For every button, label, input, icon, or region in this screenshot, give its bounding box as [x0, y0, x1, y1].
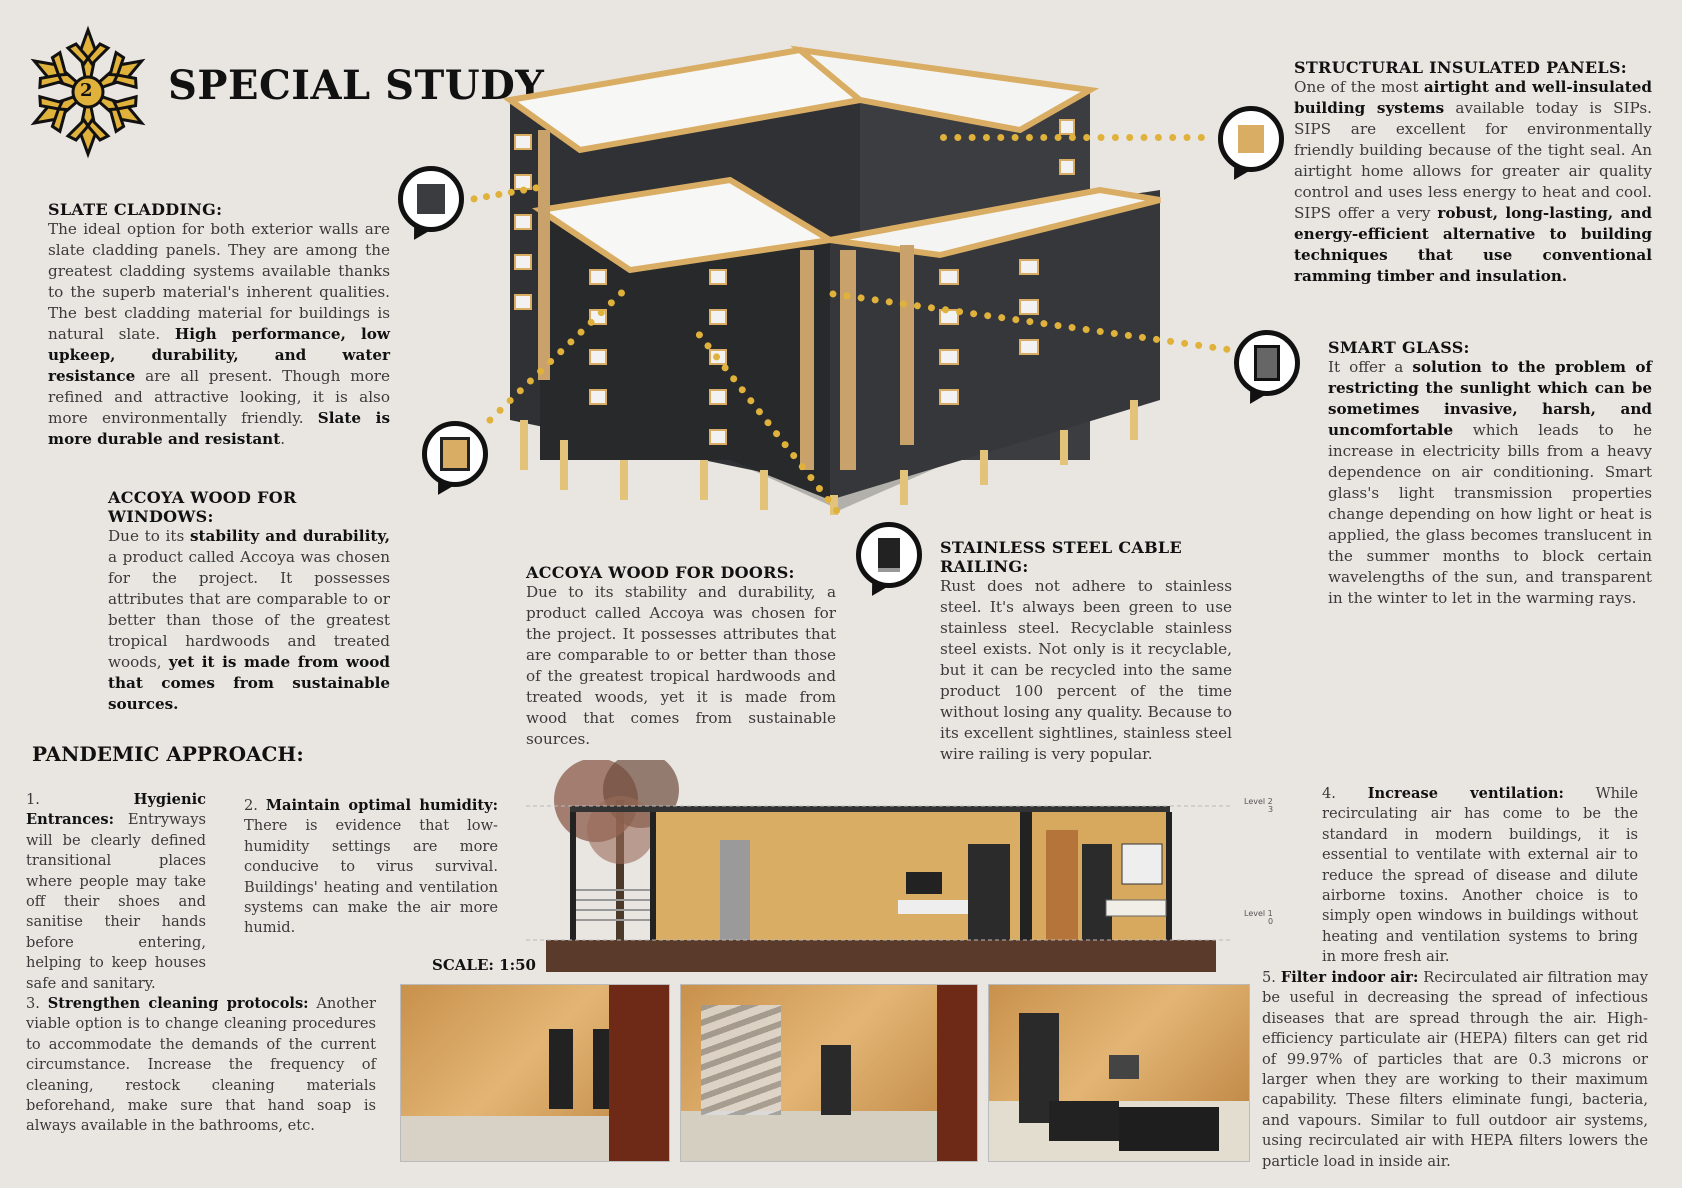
- slate-panel-icon: [398, 166, 464, 232]
- accoya-windows-section: [108, 488, 390, 715]
- glass-heading: SMART GLASS:: [1328, 338, 1470, 357]
- slate-bold-2: Slate is more durable and resistant: [48, 409, 390, 448]
- slate-text: [48, 219, 390, 450]
- accoya-windows-bold-1: stability and durability,: [189, 527, 391, 545]
- slate-bold-1: High performance, low upkeep, durability, and water resistance: [48, 325, 390, 385]
- pandemic-item-3-title: Strengthen cleaning protocols:: [47, 995, 309, 1012]
- section-drawing: [526, 760, 1236, 972]
- pandemic-item-3-number: 3.: [26, 995, 40, 1012]
- page-title: SPECIAL STUDY: [168, 62, 545, 109]
- accoya-window-icon: [422, 421, 488, 487]
- level-2-text: Level 2: [1244, 797, 1273, 806]
- glass-text-2: which leads to he increase in electricity bills from a heavy dependence on air conditioning. Smart glass's light transmission properties change depending on how light or heat is applied, the glass becomes translucent in the summer months to block certain wavelengths of the sun, and transparent in the winter to let in the warming rays.: [1328, 421, 1653, 607]
- accoya-windows-bold-2: yet it is made from wood that comes from sustainable sources.: [108, 653, 390, 713]
- sips-text-2: available today is SIPs. SIPS are excellent for environmentally friendly building because of the tight seal. An airtight home allows for greater air quality control and uses less energy to heat and cool. SIPS offer a very: [1294, 99, 1652, 222]
- accoya-windows-text-1: Due to its: [108, 527, 185, 545]
- pandemic-item-5-title: Filter indoor air:: [1280, 969, 1419, 986]
- slate-text-1: The ideal option for both exterior walls are slate cladding panels. They are among the greatest cladding systems available thanks to the superb material's inherent qualities. The best cladding material for buildings is natural slate.: [48, 220, 390, 343]
- scale-label: SCALE: 1:50: [432, 956, 536, 974]
- pandemic-item-5-text: Recirculated air filtration may be useful in decreasing the spread of infectious diseases that are spread through the air. High-efficiency particulate air (HEPA) filters can get rid of 99.97% of particles that are 0.3 microns or larger when they are working to their maximum capability. These filters eliminate fungi, bacteria, and vapours. Similar to full outdoor air systems, using recirculated air with HEPA filters lowers the particle load in inside air.: [1262, 969, 1649, 1170]
- pandemic-item-5-number: 5.: [1262, 969, 1276, 986]
- interior-render-living-room: [988, 984, 1250, 1162]
- sips-panel-icon: [1218, 106, 1284, 172]
- pandemic-item-1-number: 1.: [26, 791, 40, 808]
- sips-bold-2: robust, long-lasting, and energy-efficient alternative to building techniques that use conventional ramming timber and insulation.: [1294, 204, 1653, 285]
- accoya-doors-heading: ACCOYA WOOD FOR DOORS:: [526, 563, 795, 582]
- accoya-windows-text-2: a product called Accoya was chosen for the project. It possesses attributes that are comparable to or better than those of the greatest tropical hardwoods and treated woods,: [108, 548, 390, 671]
- sips-text: [1294, 77, 1652, 287]
- badge-number: 2: [80, 80, 93, 101]
- interior-render-lobby: [400, 984, 670, 1162]
- interior-render-stairs: [680, 984, 978, 1162]
- pandemic-item-5: [1262, 968, 1648, 1172]
- accoya-windows-text: [108, 526, 390, 715]
- pandemic-heading: PANDEMIC APPROACH:: [32, 742, 304, 766]
- pandemic-item-3: [26, 994, 376, 1137]
- pandemic-item-2: [244, 796, 498, 939]
- steel-railing-icon: [856, 522, 922, 588]
- level-2-label: [1244, 798, 1273, 814]
- level-1-label: [1244, 910, 1273, 926]
- pandemic-item-2-number: 2.: [244, 797, 258, 814]
- pandemic-item-1-text: Entryways will be clearly defined transitional places where people may take off their shoes and sanitise their hands before entering, helping to keep houses safe and sanitary.: [26, 811, 206, 992]
- steel-section: [940, 538, 1232, 765]
- accoya-windows-heading: ACCOYA WOOD FOR WINDOWS:: [108, 488, 297, 526]
- steel-text: Rust does not adhere to stainless steel. It's always been green to use stainless steel. Recyclable stainless steel exists. Not only is it recyclable, but it can be recycled into the same product 100 percent of the time without losing any quality. Because to its excellent sightlines, stainless steel wire railing is very popular.: [940, 577, 1232, 763]
- pandemic-item-3-text: Another viable option is to change cleaning procedures to accommodate the demands of the current circumstance. Increase the frequency of cleaning, restock cleaning materials beforehand, make sure that hand soap is always available in the bathrooms, etc.: [26, 995, 376, 1135]
- slate-text-2: are all present. Though more refined and attractive looking, it is also more environmentally friendly.: [48, 367, 390, 427]
- steel-heading: STAINLESS STEEL CABLE RAILING:: [940, 538, 1182, 576]
- smart-glass-icon: [1234, 330, 1300, 396]
- building-illustration: [500, 40, 1180, 520]
- slate-text-3: .: [280, 430, 286, 448]
- level-1-value: 0: [1268, 917, 1274, 926]
- leader-sips: [940, 134, 1205, 141]
- sips-bold-1: airtight and well-insulated building systems: [1294, 78, 1652, 117]
- accoya-doors-text: Due to its stability and durability, a product called Accoya was chosen for the project. It possesses attributes that are comparable to or better than those of the greatest tropical hardwoods and treated woods, yet it is made from wood that comes from sustainable sources.: [526, 583, 836, 748]
- sips-section: [1294, 58, 1652, 287]
- pandemic-item-4-text: While recirculating air has come to be the standard in modern buildings, it is essential to ventilate with external air to reduce the spread of disease and dilute airborne toxins. Another choice is to simply open windows in buildings without heating and ventilation systems to bring in more fresh air.: [1322, 785, 1639, 966]
- accoya-doors-section: [526, 563, 836, 750]
- glass-text-1: It offer a: [1328, 358, 1404, 376]
- level-1-text: Level 1: [1244, 909, 1273, 918]
- glass-text: [1328, 357, 1652, 609]
- pandemic-item-1-title: Hygienic Entrances:: [26, 791, 206, 829]
- pandemic-item-1: [26, 790, 206, 994]
- glass-section: [1328, 338, 1652, 609]
- sips-text-1: One of the most: [1294, 78, 1419, 96]
- slate-heading: SLATE CLADDING:: [48, 200, 223, 219]
- pandemic-item-4-title: Increase ventilation:: [1367, 785, 1564, 802]
- pandemic-item-2-title: Maintain optimal humidity:: [265, 797, 498, 814]
- glass-bold-1: solution to the problem of restricting the sunlight which can be sometimes invasive, harsh, and uncomfortable: [1328, 358, 1653, 439]
- pandemic-item-4: [1322, 784, 1638, 968]
- pandemic-item-4-number: 4.: [1322, 785, 1336, 802]
- pandemic-item-2-text: There is evidence that low-humidity settings are more conducive to virus survival. Buildings' heating and ventilation systems can make the air more humid.: [244, 817, 498, 937]
- sips-heading: STRUCTURAL INSULATED PANELS:: [1294, 58, 1628, 77]
- slate-section: [48, 200, 390, 450]
- snowflake-logo: [18, 22, 158, 162]
- level-2-value: 3: [1268, 805, 1274, 814]
